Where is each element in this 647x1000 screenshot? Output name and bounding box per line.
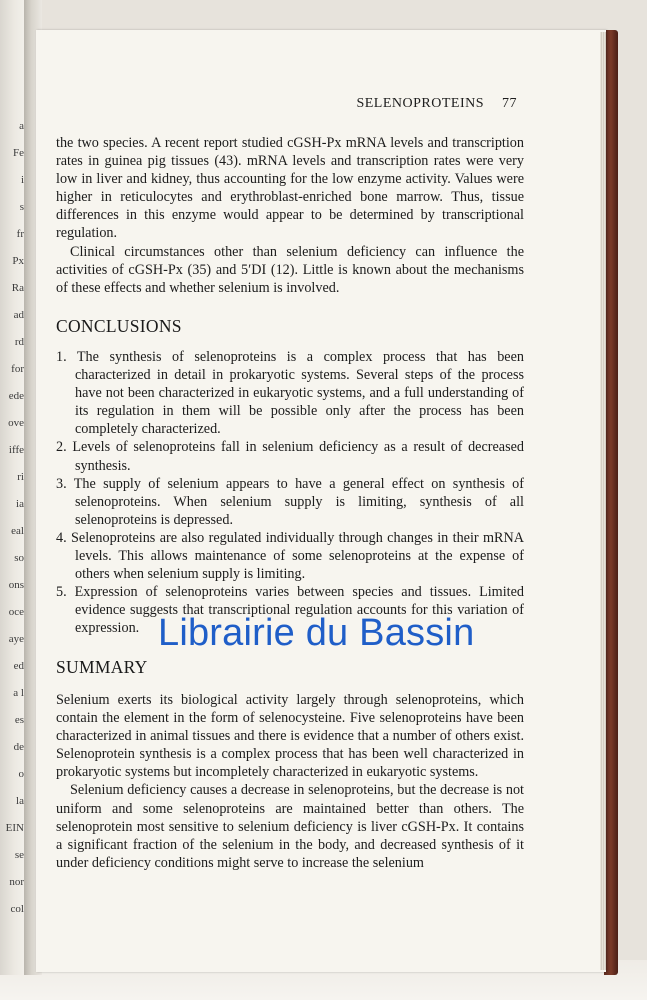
- running-header: [356, 96, 517, 112]
- left-page-text-fragment: rd: [14, 336, 24, 348]
- list-item: 1. The synthesis of selenoproteins is a complex process that has been characterized in detail in prokaryotic systems. Several steps of the process have not been characterized in eukaryotic systems, and a full understanding of its regulation in them will be possible only after the process has been completely characterized.: [56, 349, 524, 438]
- summary-text: [56, 691, 524, 872]
- left-page-text-fragment: oce: [8, 606, 24, 618]
- list-item: 4. Selenoproteins are also regulated individually through changes in their mRNA levels. This allows maintenance of some selenoproteins at the expense of others when selenium supply is limiting.: [56, 529, 524, 583]
- left-page-text-fragment: iffe: [8, 444, 24, 456]
- book-cover-edge: [604, 30, 618, 975]
- left-page-text-fragment: la: [16, 795, 24, 807]
- page-number: 77: [502, 96, 517, 111]
- left-page-text-fragment: EIN: [5, 822, 24, 834]
- left-page-text-fragment: se: [14, 849, 24, 861]
- left-page-text-fragment: ons: [8, 579, 24, 591]
- paragraph: Selenium deficiency causes a decrease in selenoproteins, but the decrease is not uniform and some selenoproteins are maintained better than others. The selenoprotein most sensitive to selenium deficiency is liver cGSH-Px. It contains a significant fraction of the selenium in the body, and decreased synthesis of it under deficiency conditions might serve to increase the selenium: [56, 782, 524, 871]
- left-page-text-fragment: eal: [11, 525, 24, 537]
- left-page-text-fragment: es: [14, 714, 24, 726]
- left-page-text-fragment: o: [18, 768, 24, 780]
- left-page-text-fragment: Px: [12, 255, 24, 267]
- left-page-text-fragment: a l: [13, 687, 24, 699]
- list-item: 2. Levels of selenoproteins fall in selenium deficiency as a result of decreased synthesis.: [56, 439, 524, 474]
- watermark: Librairie du Bassin: [158, 612, 475, 654]
- section-heading-summary: SUMMARY: [56, 657, 148, 677]
- conclusions-list: [56, 348, 524, 638]
- left-page-text-fragment: Fe: [13, 147, 24, 159]
- left-page-text-fragment: nor: [9, 876, 24, 888]
- left-page-text-fragment: s: [19, 201, 24, 213]
- paragraph: Clinical circumstances other than selenium deficiency can influence the activities of cGSH-Px (35) and 5′DI (12). Little is known about the mechanisms of these effects and whether selenium is involved.: [56, 243, 524, 296]
- left-page-text-fragment: a: [19, 120, 24, 132]
- list-item: 3. The supply of selenium appears to have a general effect on synthesis of selenoproteins. When selenium supply is limiting, synthesis of all selenoproteins is depressed.: [56, 475, 524, 528]
- left-page-text-fragment: ia: [16, 498, 24, 510]
- left-page-text-fragment: ede: [8, 390, 24, 402]
- left-page-text-fragment: de: [13, 741, 24, 753]
- left-page-text-fragment: ed: [13, 660, 24, 672]
- left-page-text-fragment: ove: [8, 417, 24, 429]
- previous-page-edge: [0, 0, 26, 975]
- left-page-text-fragment: ri: [17, 471, 24, 483]
- section-heading-conclusions: CONCLUSIONS: [56, 316, 182, 336]
- left-page-text-fragment: aye: [8, 633, 24, 645]
- list-item: 5. Expression of selenoproteins varies between species and tissues. Limited evidence suggests that transcriptional regulation accounts for this variation of expression.: [56, 584, 524, 637]
- paragraph: the two species. A recent report studied cGSH-Px mRNA levels and transcription rates in guinea pig tissues (43). mRNA levels and transcription rates were very low in liver and kidney, thus accounting for the low enzyme activity. Values were higher in reticulocytes and erythroblast-enriched bone marrow. Thus, tissue differences in this enzyme would appear to be determined by transcriptional regulation.: [56, 135, 524, 242]
- page-stack-edge: [600, 32, 606, 970]
- running-title: SELENOPROTEINS: [356, 96, 484, 111]
- left-page-text-fragment: Ra: [11, 282, 24, 294]
- left-page-text-fragment: i: [20, 174, 24, 186]
- left-page-text-fragment: ad: [13, 309, 24, 321]
- left-page-text-fragment: so: [14, 552, 24, 564]
- body-text-top: [56, 134, 524, 297]
- left-page-text-fragment: fr: [16, 228, 24, 240]
- left-page-text-fragment: col: [10, 903, 24, 915]
- left-page-text-fragment: for: [11, 363, 24, 375]
- paragraph: Selenium exerts its biological activity largely through selenoproteins, which contain the element in the form of selenocysteine. Five selenoproteins have been characterized in animal tissues and there is evidence that a number of others exist. Selenoprotein synthesis is a complex process that has been well characterized in prokaryotic systems but incompletely characterized in eukaryotic systems.: [56, 692, 524, 781]
